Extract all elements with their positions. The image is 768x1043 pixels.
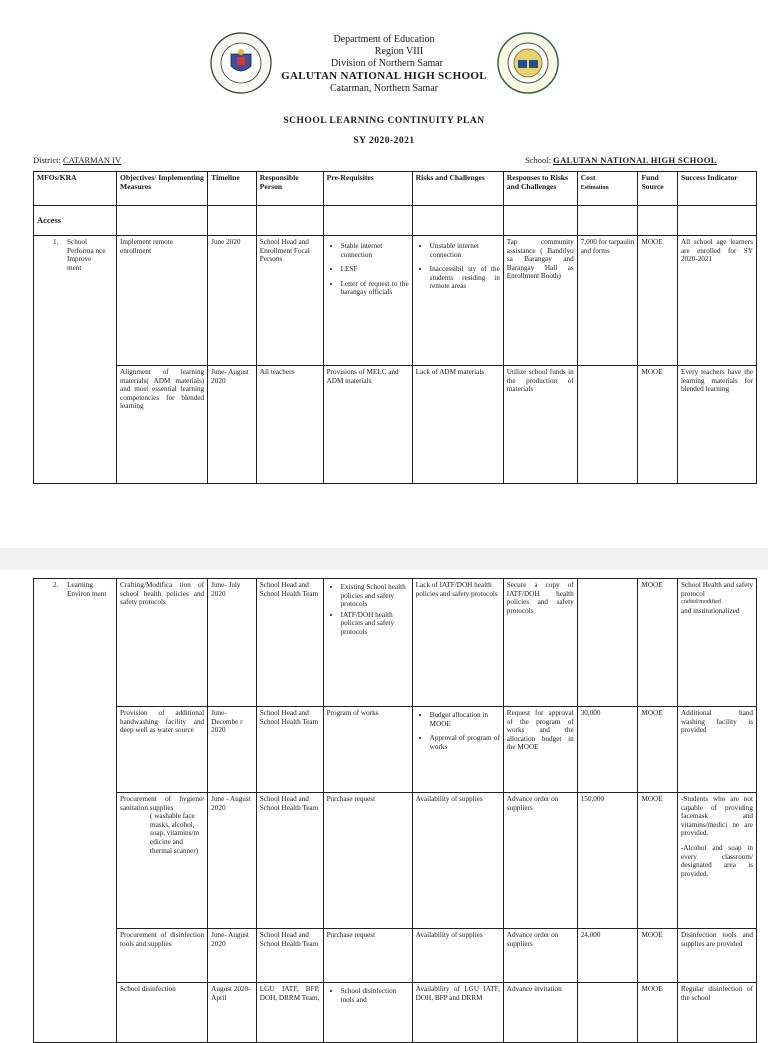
indicator-text: -Students who are not capable of providing facemask and vitamins/medici ne are provided. xyxy=(680,795,753,838)
table-header-row xyxy=(34,172,757,206)
timeline-cell: June- August 2020 xyxy=(208,366,257,484)
school-line xyxy=(525,155,717,165)
list-item: • Inaccessibil sty of the students residing in remote areas xyxy=(430,265,500,291)
list-item: • IATF/DOH health policies and safety protocols xyxy=(341,611,409,637)
table-row xyxy=(34,366,757,484)
list-item: • Budget allocation in MOOE xyxy=(430,711,500,728)
page-separator xyxy=(0,548,768,570)
objective-text: Procurement of hygiene/ sanitation supplies xyxy=(120,795,205,812)
district-line xyxy=(33,155,121,165)
header-region: Region VIII xyxy=(374,46,424,57)
timeline-cell: August 2020- April xyxy=(208,983,257,1043)
responses-cell: Advance order on suppliers xyxy=(503,793,577,929)
cost-cell: 30,000 xyxy=(577,707,638,793)
prereq-cell xyxy=(323,236,412,366)
col-risks: Risks and Challenges xyxy=(412,172,503,206)
cost-cell: 24,000 xyxy=(577,929,638,983)
fund-cell: MOOE xyxy=(638,366,677,484)
indicator-cell: Regular disinfection of the school xyxy=(677,983,756,1043)
table-row xyxy=(34,793,757,929)
responses-cell: Secure a copy of IATF/DOH health policies and safety protocols xyxy=(503,579,577,707)
kra2-num: 2. xyxy=(53,581,59,589)
risks-cell: Lack of ADM materials xyxy=(412,366,503,484)
prereq-cell: Provisions of MELC and ADM materials xyxy=(323,366,412,484)
kra2-cell xyxy=(34,579,117,1043)
indicator-cell: All school age learners are enrolled for SY 2020-2021 xyxy=(677,236,756,366)
list-item: • Existing School health policies and safety protocols xyxy=(341,583,409,609)
responsible-cell: School Head and School Health Team xyxy=(256,707,323,793)
indicator-text: and institutionalized xyxy=(680,606,740,615)
timeline-cell: June- Decembe r 2020 xyxy=(208,707,257,793)
prereq-cell: Purchase request xyxy=(323,793,412,929)
school-value: GALUTAN NATIONAL HIGH SCHOOL xyxy=(553,155,717,165)
list-item: • LESF xyxy=(341,265,409,274)
indicator-text: School Health and safety protocol xyxy=(680,581,753,598)
document-title: SCHOOL LEARNING CONTINUITY PLAN xyxy=(283,116,485,126)
indicator-text: -Alcohol and soap in every classroom/ designated area is provided. xyxy=(680,843,753,878)
list-item: • School disinfection tools and xyxy=(341,987,409,1004)
timeline-cell: June - August 2020 xyxy=(208,793,257,929)
header-department: Department of Education xyxy=(333,34,435,45)
kra2-label: Learning Environ ment xyxy=(67,581,107,598)
col-responsible: Responsible Person xyxy=(256,172,323,206)
cost-cell xyxy=(577,983,638,1043)
col-cost xyxy=(577,172,638,206)
list-item: • Stable internet connection xyxy=(341,242,409,259)
responsible-cell: School Head and School Health Team xyxy=(256,929,323,983)
objective-cell: Procurement of disinfection tools and supplies xyxy=(117,929,208,983)
table-row xyxy=(34,983,757,1043)
responsible-cell: School Head and School Health Team xyxy=(256,793,323,929)
section-access: Access xyxy=(34,206,117,236)
col-objectives: Objectives/ Implementing Measures xyxy=(117,172,208,206)
kra1-cell xyxy=(34,236,117,484)
risks-cell: Availability of supplies xyxy=(412,793,503,929)
col-mfo: MFOs/KRA xyxy=(34,172,117,206)
school-label: School: xyxy=(525,155,551,165)
fund-cell: MOOE xyxy=(638,707,677,793)
plan-table-2 xyxy=(33,578,757,1043)
prereq-cell: Program of works xyxy=(323,707,412,793)
responsible-cell: School Head and Enrollment Focal Persons xyxy=(256,236,323,366)
indicator-cell: Every teachers have the learning materials for blended learning xyxy=(677,366,756,484)
table-row xyxy=(34,707,757,793)
cost-cell xyxy=(577,366,638,484)
objective-cell xyxy=(117,793,208,929)
objective-cell: Implement remote enrollment xyxy=(117,236,208,366)
responsible-cell: All teachers xyxy=(256,366,323,484)
fund-cell: MOOE xyxy=(638,983,677,1043)
risks-cell: Availability of supplies xyxy=(412,929,503,983)
responsible-cell: LGU IATF, BFP, DOH, DRRM Team, xyxy=(256,983,323,1043)
responses-cell: Tap community assistance ( Bandilyo sa Barangay and Barangay Hall as Enrollment Booth) xyxy=(503,236,577,366)
col-responses: Responses to Risks and Challenges xyxy=(503,172,577,206)
indicator-cell xyxy=(677,793,756,929)
kra1-num: 1. xyxy=(53,238,59,246)
fund-cell: MOOE xyxy=(638,579,677,707)
objective-sub: ( washable face masks, alcohol, soap, vitamins/m edicine and thermal scanner) xyxy=(150,812,200,855)
responses-cell: Request for approval of the program of works and the allocation budget in the MOOE xyxy=(503,707,577,793)
list-item: • Unstable internet connection xyxy=(430,242,500,259)
access-row xyxy=(34,206,757,236)
indicator-small: crafted/modified xyxy=(680,599,721,606)
timeline-cell: June- August 2020 xyxy=(208,929,257,983)
plan-table-1 xyxy=(33,171,757,484)
header-division: Division of Northern Samar xyxy=(331,58,443,69)
table-row xyxy=(34,236,757,366)
indicator-cell xyxy=(677,579,756,707)
list-item: • Approval of program of works xyxy=(430,734,500,751)
fund-cell: MOOE xyxy=(638,929,677,983)
responses-cell: Advance invitation xyxy=(503,983,577,1043)
col-cost-sub: Estimation xyxy=(580,184,609,191)
fund-cell: MOOE xyxy=(638,793,677,929)
header-location: Catarman, Northern Samar xyxy=(329,83,439,94)
responses-cell: Utilize school funds in the production of materials xyxy=(503,366,577,484)
risks-cell xyxy=(412,707,503,793)
col-indicator: Success Indicator xyxy=(677,172,756,206)
objective-cell: Provision of additional handwashing facility and deep well as water source xyxy=(117,707,208,793)
timeline-cell: June- July 2020 xyxy=(208,579,257,707)
prereq-cell xyxy=(323,579,412,707)
objective-cell: School disinfection xyxy=(117,983,208,1043)
district-value: CATARMAN IV xyxy=(62,155,122,165)
indicator-cell: Disinfection tools and supplies are provided xyxy=(677,929,756,983)
responses-cell: Advance order on suppliers xyxy=(503,929,577,983)
prereq-cell: Purchase request xyxy=(323,929,412,983)
col-fund: Fund Source xyxy=(638,172,677,206)
objective-cell: Crafting/Modifica tion of school health policies and safety protocols xyxy=(117,579,208,707)
indicator-cell: Additional hand washing facility is provided xyxy=(677,707,756,793)
responsible-cell: School Head and School Health Team xyxy=(256,579,323,707)
risks-cell: Availability of LGU IATF, DOH, BFP and DRRM xyxy=(412,983,503,1043)
cost-cell xyxy=(577,579,638,707)
district-label: District: xyxy=(33,155,61,165)
header-school-name: GALUTAN NATIONAL HIGH SCHOOL xyxy=(281,70,487,82)
risks-cell: Lack of IATF/DOH health policies and safety protocols xyxy=(412,579,503,707)
table-row xyxy=(34,579,757,707)
col-timeline: Timeline xyxy=(208,172,257,206)
risks-cell xyxy=(412,236,503,366)
timeline-cell: June 2020 xyxy=(208,236,257,366)
cost-cell: 150,000 xyxy=(577,793,638,929)
fund-cell: MOOE xyxy=(638,236,677,366)
col-prereq: Pre-Requisites xyxy=(323,172,412,206)
page-2 xyxy=(0,570,768,1040)
prereq-cell xyxy=(323,983,412,1043)
cost-cell: 7,000 for tarpaulin and forms xyxy=(577,236,638,366)
col-cost-label: Cost xyxy=(580,173,596,182)
objective-cell: Alignment of learning materials( ADM materials) and most essential learning competencies for blended learning xyxy=(117,366,208,484)
table-row xyxy=(34,929,757,983)
kra1-label: School Performa nce Improve ment xyxy=(67,238,106,272)
school-year: SY 2020-2021 xyxy=(353,136,415,146)
list-item: • Letter of request to the barangay officials xyxy=(341,280,409,297)
